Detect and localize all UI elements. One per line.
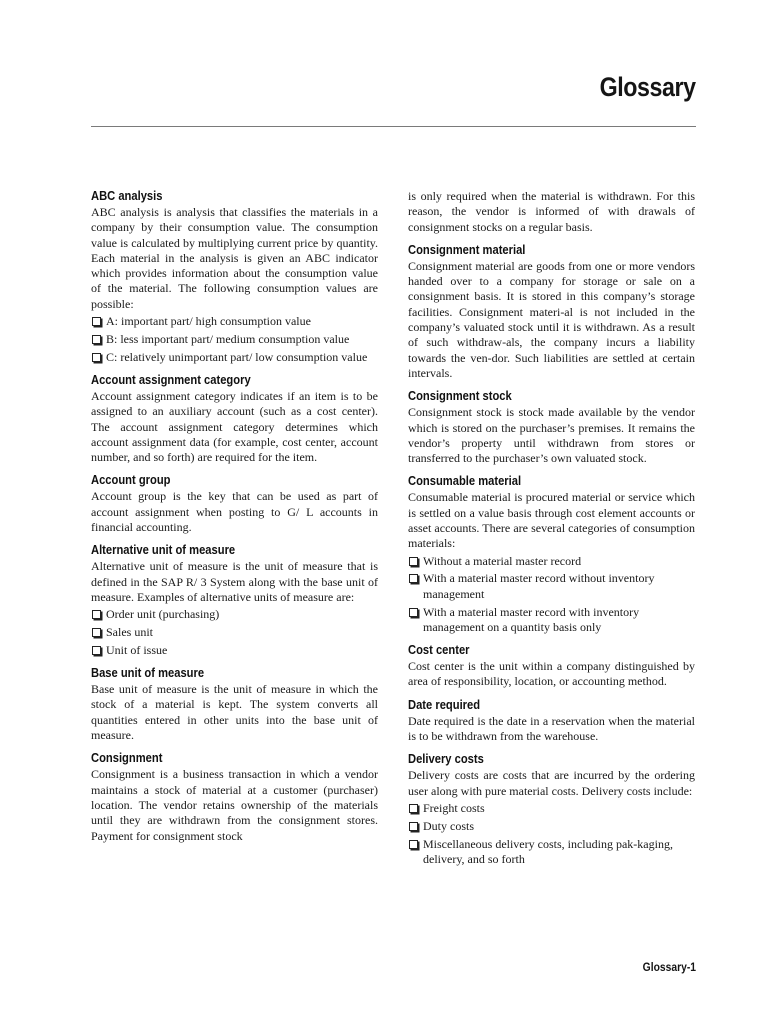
bullet-text: Freight costs [423,800,485,815]
glossary-definition: Date required is the date in a reservation when the material is to be withdrawn from the warehouse. [408,713,695,744]
glossary-definition: Consignment is a business transaction in which a vendor maintains a stock of material at a customer (purchaser) location. The vendor retains ownership of the materials until they are withdrawn from the consignment stores. Payment for consignment stock [91,767,378,843]
bullet-text: C: relatively unimportant part/ low consumption value [106,349,368,364]
glossary-term: Date required [408,696,481,712]
glossary-term: Cost center [408,642,470,658]
glossary-entry [408,641,695,690]
glossary-entry [408,241,695,381]
glossary-entry [91,749,378,843]
checkbox-bullet-icon [409,574,418,583]
glossary-term: Account group [91,472,171,488]
glossary-entry [91,664,378,743]
glossary-entry [408,696,695,745]
checkbox-bullet-icon [409,822,418,831]
glossary-definition: ABC analysis is analysis that classifies the materials in a company by their consumption value. The consumption value is calculated by multiplying current price by quantity. Each material in the analysis is given an ABC indicator which provides information about the consumption value of the material. The following consumption values are possible: [91,205,378,311]
bullet-item [408,837,695,868]
glossary-entry [408,472,695,635]
glossary-term: Consignment stock [408,388,512,404]
bullet-item [91,625,378,640]
bullet-list [408,554,695,635]
checkbox-bullet-icon [92,646,101,655]
bullet-item [91,607,378,622]
glossary-term: Delivery costs [408,751,484,767]
glossary-term: Consignment material [408,241,526,257]
bullet-text: Unit of issue [106,642,168,657]
page-title: Glossary [600,72,696,102]
glossary-term: Consumable material [408,473,522,489]
glossary-definition: Alternative unit of measure is the unit of measure that is defined in the SAP R/ 3 System along with the base unit of measure. Examples of alternative units of measure are: [91,559,378,604]
checkbox-bullet-icon [409,608,418,617]
checkbox-bullet-icon [92,628,101,637]
glossary-definition: Delivery costs are costs that are incurred by the ordering user along with pure material costs. Delivery costs include: [408,768,695,798]
glossary-term: Alternative unit of measure [91,542,236,558]
glossary-entry [408,750,695,867]
checkbox-bullet-icon [92,610,101,619]
bullet-item [408,554,695,569]
bullet-list [408,801,695,867]
bullet-item [408,571,695,602]
bullet-text: Miscellaneous delivery costs, including pak-kaging, delivery, and so forth [423,836,673,866]
checkbox-bullet-icon [409,804,418,813]
glossary-term: ABC analysis [91,188,163,203]
glossary-definition: Consignment material are goods from one or more vendors handed over to a company for storage or sale on a consignment basis. It is stored in this company’s storage facilities. Consignment materi-al is not included in the company’s valuated stock until it is withdrawn. As a result of such withdraw-als, the company incurs a liability towards the ven-dor. Such liabilities are settled at certain intervals. [408,258,695,380]
bullet-text: A: important part/ high consumption value [106,314,311,329]
glossary-entry [91,187,378,365]
page-footer: Glossary-1 [642,960,696,974]
bullet-text: Sales unit [106,625,153,640]
glossary-column-left [91,187,378,850]
bullet-item [408,605,695,636]
glossary-definition: Consignment stock is stock made available by the vendor which is stored on the purchaser’s premises. It remains the vendor’s property until withdrawn from stores or transferred to the purchaser’s own valuated stock. [408,405,695,466]
glossary-entry [91,471,378,535]
glossary-entry [408,189,695,235]
checkbox-bullet-icon [92,353,101,362]
glossary-term: Consignment [91,750,163,766]
glossary-definition: Cost center is the unit within a company distinguished by area of responsibility, location, or accounting method. [408,659,695,689]
glossary-entry [91,541,378,658]
glossary-definition: Base unit of measure is the unit of measure in which the stock of a material is kept. The system converts all quantities entered in other units into the base unit of measure. [91,682,378,743]
bullet-item [91,332,378,347]
glossary-column-right [408,189,695,873]
glossary-definition: is only required when the material is withdrawn. For this reason, the vendor is informed of with drawals of consignment stocks on a regular basis. [408,189,695,234]
bullet-item [91,350,378,365]
header-rule [91,126,696,127]
glossary-definition: Account group is the key that can be used as part of account assignment when posting to G/ L accounts in financial accounting. [91,489,378,535]
bullet-text: With a material master record with inventory management on a quantity basis only [423,604,640,634]
bullet-item [91,643,378,658]
checkbox-bullet-icon [92,335,101,344]
checkbox-bullet-icon [92,317,101,326]
bullet-text: Without a material master record [423,553,582,568]
glossary-term: Account assignment category [91,371,251,387]
bullet-text: Duty costs [423,818,474,833]
bullet-text: With a material master record without inventory management [423,571,655,601]
bullet-item [408,801,695,816]
glossary-term: Base unit of measure [91,665,205,681]
bullet-list [91,314,378,365]
glossary-entry [408,387,695,466]
glossary-entry [91,371,378,465]
checkbox-bullet-icon [409,840,418,849]
glossary-definition: Consumable material is procured material or service which is settled on a value basis through cost element accounts or asset accounts. There are several categories of consumption materials: [408,490,695,551]
bullet-text: Order unit (purchasing) [106,607,220,622]
bullet-item [91,314,378,329]
glossary-definition: Account assignment category indicates if an item is to be assigned to an auxiliary account (such as a cost center). The account assignment category determines which account assignment data (for example, cost center, account number, and so forth) are required for the item. [91,388,378,465]
checkbox-bullet-icon [409,557,418,566]
bullet-text: B: less important part/ medium consumption value [106,331,350,346]
bullet-list [91,607,378,658]
bullet-item [408,819,695,834]
